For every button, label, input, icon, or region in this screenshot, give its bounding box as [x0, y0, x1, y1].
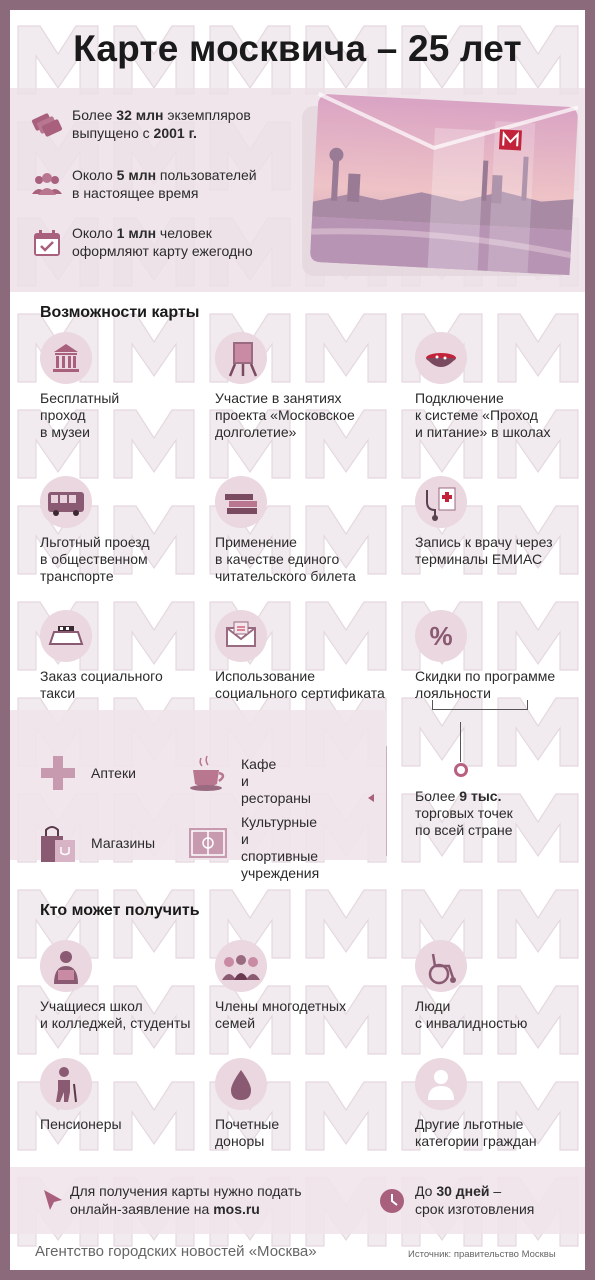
feature-label: Бесплатный проход в музеи [40, 390, 120, 440]
person-icon [415, 1058, 467, 1110]
recipient-label: Другие льготные категории граждан [415, 1116, 537, 1149]
feature-transport [40, 476, 220, 585]
recipient-pensioners [40, 1058, 220, 1133]
recipient-other [415, 1058, 585, 1150]
stat-text: Около 1 млн человек оформляют карту ежегодно [72, 225, 253, 259]
production-time-text: До 30 дней – срок изготовления [415, 1183, 535, 1217]
partners-divider [386, 746, 387, 856]
feature-museums [40, 332, 220, 441]
loyalty-bracket [432, 700, 528, 710]
recipient-label: Члены многодетных семей [215, 998, 347, 1031]
partner-label: Аптеки [91, 765, 136, 781]
recipient-large-families [215, 940, 395, 1032]
footer-source: Источник: правительство Москвы [408, 1249, 556, 1260]
feature-school-meals [415, 332, 585, 441]
feature-library [215, 476, 395, 585]
shopping-bag-icon [35, 820, 81, 866]
points-text: Более 9 тыс. торговых точек по всей стране [415, 788, 513, 838]
recipient-disabled [415, 940, 585, 1032]
taxi-icon [40, 610, 92, 662]
student-icon [40, 940, 92, 992]
percent-icon [415, 610, 467, 662]
books-icon [215, 476, 267, 528]
stat-text: Около 5 млн пользователей в настоящее время [72, 167, 257, 201]
envelope-icon [215, 610, 267, 662]
feature-label: Скидки по программе лояльности [415, 668, 556, 701]
infographic [10, 10, 585, 1270]
cursor-icon [38, 1186, 68, 1216]
bus-icon [40, 476, 92, 528]
points-marker [454, 763, 468, 777]
footer-agency: Агентство городских новостей «Москва» [35, 1243, 317, 1260]
svg-text:%: % [429, 621, 453, 651]
feature-label: Запись к врачу через терминалы ЕМИАС [415, 534, 553, 567]
recipients-title: Кто может получить [40, 902, 200, 919]
stadium-icon [185, 820, 231, 866]
clock-icon [377, 1186, 407, 1216]
partner-label: Кафе и рестораны [241, 756, 311, 806]
recipient-label: Пенсионеры [40, 1116, 122, 1132]
feature-loyalty [415, 610, 585, 702]
feature-certificate [215, 610, 395, 702]
arrow-left-icon [368, 794, 374, 802]
feature-label: Заказ социального такси [40, 668, 163, 701]
cards-icon [30, 108, 64, 142]
wheelchair-icon [415, 940, 467, 992]
elderly-icon [40, 1058, 92, 1110]
people-icon [30, 168, 64, 202]
calendar-icon [30, 226, 64, 260]
recipient-label: Люди с инвалидностью [415, 998, 528, 1031]
feature-label: Подключение к системе «Проход и питание» в школах [415, 390, 551, 440]
feature-label: Льготный проезд в общественном транспорте [40, 534, 150, 584]
stat-cards-issued [30, 106, 290, 150]
coffee-cup-icon [185, 750, 231, 796]
recipient-students [40, 940, 220, 1032]
museum-icon [40, 332, 92, 384]
page-title: Карте москвича – 25 лет [73, 28, 522, 69]
muscovite-card-illustration [292, 88, 578, 282]
recipient-donors [215, 1058, 395, 1150]
feature-label: Использование социального сертификата [215, 668, 385, 701]
soup-bowl-icon [415, 332, 467, 384]
pharmacy-cross-icon [35, 750, 81, 796]
feature-taxi [40, 610, 220, 702]
blood-drop-icon [215, 1058, 267, 1110]
recipient-label: Почетные доноры [215, 1116, 280, 1149]
stethoscope-icon [415, 476, 467, 528]
loyalty-connector [460, 722, 461, 762]
partner-label: Магазины [91, 835, 156, 851]
apply-text: Для получения карты нужно подать онлайн-заявление на mos.ru [70, 1183, 302, 1217]
feature-label: Участие в занятиях проекта «Московское долголетие» [215, 390, 355, 440]
stat-users [30, 166, 290, 210]
feature-doctor [415, 476, 585, 568]
feature-longevity [215, 332, 395, 441]
stat-text: Более 32 млн экземпляров выпущено с 2001 г. [72, 107, 251, 141]
recipient-label: Учащиеся школ и колледжей, студенты [40, 998, 191, 1031]
stat-yearly [30, 224, 290, 268]
features-title: Возможности карты [40, 304, 200, 321]
partner-label: Культурные и спортивные учреждения [241, 814, 320, 881]
easel-icon [215, 332, 267, 384]
feature-label: Применение в качестве единого читательского билета [215, 534, 356, 584]
family-icon [215, 940, 267, 992]
